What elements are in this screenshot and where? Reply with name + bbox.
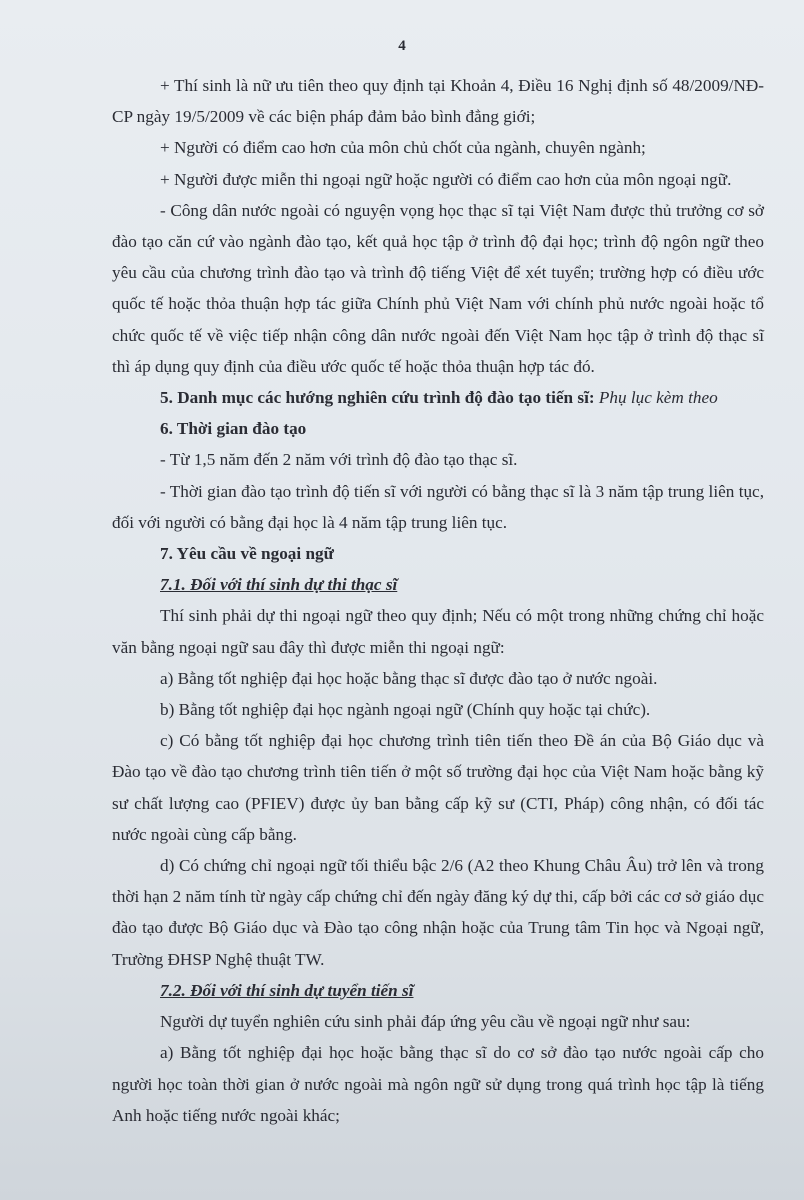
document-body [112,70,764,1131]
section-heading-5-text: 5. Danh mục các hướng nghiên cứu trình độ đào tạo tiến sĩ: [160,388,599,408]
paragraph: + Người có điểm cao hơn của môn chủ chốt của ngành, chuyên ngành; [160,138,646,158]
section-heading-6: 6. Thời gian đào tạo [160,419,307,439]
page-number: 4 [398,38,406,54]
paragraph: + Thí sinh là nữ ưu tiên theo quy định tại Khoản 4, Điều 16 Nghị định số 48/2009/NĐ-CP ngày 19/5/2009 về các biện pháp đảm bảo bình đẳng giới; [112,76,764,127]
paragraph: - Thời gian đào tạo trình độ tiến sĩ với người có bằng thạc sĩ là 3 năm tập trung liên tục, đối với người có bằng đại học là 4 năm tập trung liên tục. [112,481,764,532]
paragraph: - Từ 1,5 năm đến 2 năm với trình độ đào tạo thạc sĩ. [160,450,518,470]
paragraph: Người dự tuyển nghiên cứu sinh phải đáp ứng yêu cầu về ngoại ngữ như sau: [160,1012,691,1032]
paragraph: Thí sinh phải dự thi ngoại ngữ theo quy định; Nếu có một trong những chứng chỉ hoặc văn bằng ngoại ngữ sau đây thì được miễn thi ngoại ngữ: [112,606,764,657]
paragraph: a) Bằng tốt nghiệp đại học hoặc bằng thạc sĩ do cơ sở đào tạo nước ngoài cấp cho người học toàn thời gian ở nước ngoài mà ngôn ngữ sử dụng trong quá trình học tập là tiếng Anh hoặc tiếng nước ngoài khác; [112,1043,764,1125]
subsection-heading-7-2: 7.2. Đối với thí sinh dự tuyển tiến sĩ [160,980,414,1000]
paragraph: d) Có chứng chỉ ngoại ngữ tối thiểu bậc 2/6 (A2 theo Khung Châu Âu) trở lên và trong thời hạn 2 năm tính từ ngày cấp chứng chỉ đến ngày đăng ký dự thi, cấp bởi các cơ sở giáo dục đào tạo được Bộ Giáo dục và Đào tạo công nhận hoặc của Trung tâm Tin học và Ngoại ngữ, Trường ĐHSP Nghệ thuật TW. [112,856,764,969]
paragraph: b) Bằng tốt nghiệp đại học ngành ngoại ngữ (Chính quy hoặc tại chức). [160,700,651,720]
paragraph: c) Có bằng tốt nghiệp đại học chương trình tiên tiến theo Đề án của Bộ Giáo dục và Đào tạo về đào tạo chương trình tiên tiến ở một số trường đại học của Việt Nam hoặc bằng kỹ sư chất lượng cao (PFIEV) được ủy ban bằng cấp kỹ sư (CTI, Pháp) công nhận, có đối tác nước ngoài cùng cấp bằng. [112,731,764,844]
section-heading-5 [112,382,764,413]
paragraph: - Công dân nước ngoài có nguyện vọng học thạc sĩ tại Việt Nam được thủ trưởng cơ sở đào tạo căn cứ vào ngành đào tạo, kết quả học tập ở trình độ đại học; trình độ ngôn ngữ theo yêu cầu của chương trình đào tạo và trình độ tiếng Việt để xét tuyển; trường hợp có điều ước quốc tế hoặc thỏa thuận hợp tác giữa Chính phủ Việt Nam với chính phủ nước ngoài hoặc tổ chức quốc tế về việc tiếp nhận công dân nước ngoài đến Việt Nam học tập ở trình độ thạc sĩ thì áp dụng quy định của điều ước quốc tế hoặc thỏa thuận hợp tác đó. [112,200,764,376]
section-heading-5-note: Phụ lục kèm theo [598,388,718,408]
paragraph: a) Bằng tốt nghiệp đại học hoặc bằng thạc sĩ được đào tạo ở nước ngoài. [160,668,658,688]
section-heading-7: 7. Yêu cầu về ngoại ngữ [160,544,334,564]
paragraph: + Người được miễn thi ngoại ngữ hoặc người có điểm cao hơn của môn ngoại ngữ. [160,169,732,189]
subsection-heading-7-1: 7.1. Đối với thí sinh dự thi thạc sĩ [160,575,398,595]
